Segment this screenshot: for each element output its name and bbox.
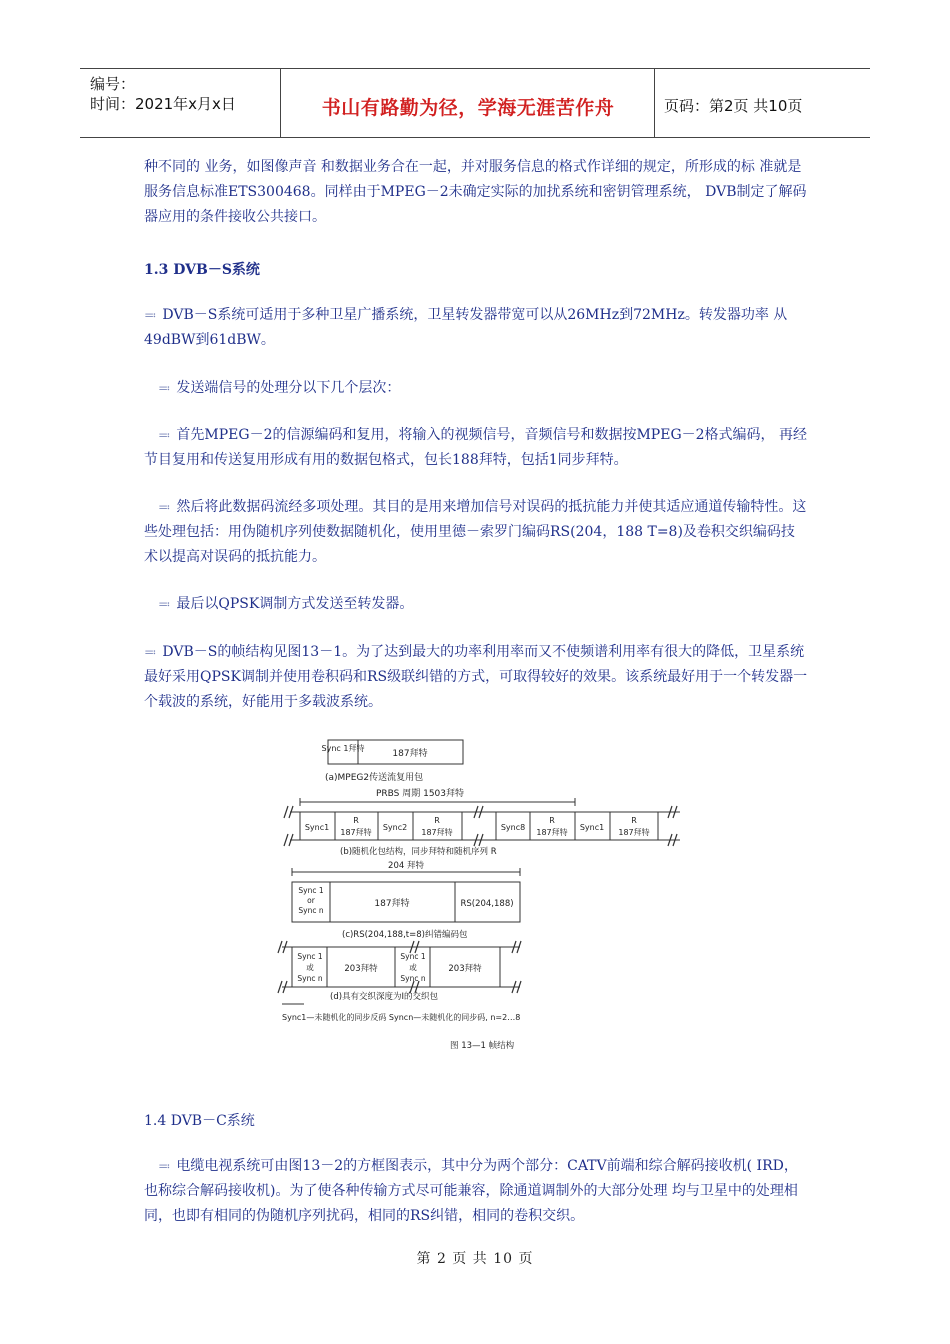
header-page-cell: [656, 69, 870, 137]
payload-187-label: 187拜特: [340, 828, 372, 837]
prbs-period-label: PRBS 周期 1503拜特: [375, 789, 465, 799]
sync-label-line3: Sync n: [400, 974, 426, 983]
caption-d: (d)具有交织深度为I的交织包: [330, 992, 439, 1002]
paragraph-dvbc-overview: [144, 1154, 808, 1229]
sync1-label: Sync1: [579, 823, 605, 832]
interleaved-203-label: 203拜特: [344, 964, 378, 974]
sync2-label: Sync2: [382, 823, 408, 832]
sync-label-line2: 或: [306, 963, 314, 972]
mpeg2-payload-label: 187拜特: [392, 749, 428, 759]
bullet-icon: ≕: [158, 597, 171, 611]
paragraph-dvbs-overview: [144, 303, 808, 353]
page-footer: 第 2 页 共 10 页: [416, 1251, 534, 1267]
r-label: R: [434, 816, 440, 825]
payload-187-label: 187拜特: [618, 828, 650, 837]
sync-label-line2: or: [307, 896, 315, 905]
header-motto: 书山有路勤为径，学海无涯苦作舟: [321, 97, 615, 119]
header-meta-cell: [80, 69, 281, 137]
paragraph-frame-structure: [144, 640, 808, 715]
paragraph-text: DVB－S的帧结构见图13－1。为了达到最大的功率利用率而又不使频谱利用率有很大的降低，卫星系统最好采用QPSK调制并使用卷积码和RS级联纠错的方式，可取得较好的效果。该系统最好用于一个转发器一个载波的系统，好能用于多载波系统。: [144, 644, 808, 710]
section-heading-1-3: 1.3 DVB－S系统: [144, 262, 260, 278]
frame-structure-figure: [270, 732, 690, 1064]
sync-label-line3: Sync n: [297, 974, 323, 983]
mpeg2-sync-label: Sync 1拜特: [321, 744, 365, 753]
header-motto-cell: [282, 69, 655, 137]
r-label: R: [549, 816, 555, 825]
paragraph-text: DVB－S系统可适用于多种卫星广播系统，卫星转发器带宽可以从26MHz到72MHz。转发器功率 从49dBW到61dBW。: [144, 307, 788, 348]
caption-b: (b)随机化包结构，同步拜特和随机序列 R: [340, 847, 497, 857]
r-label: R: [631, 816, 637, 825]
figure-title: 图 13—1 帧结构: [450, 1041, 515, 1051]
document-number-label: 编号：: [90, 75, 136, 93]
sync-label-line1: Sync 1: [297, 952, 323, 961]
caption-c: (c)RS(204,188,t=8)纠错编码包: [342, 930, 468, 940]
section-heading-1-4: 1.4 DVB－C系统: [144, 1113, 255, 1129]
bullet-icon: ≕: [158, 428, 171, 442]
paragraph-text: 电缆电视系统可由图13－2的方框图表示，其中分为两个部分：CATV前端和综合解码接收机( IRD，也称综合解码接收机)。为了使各种传输方式尽可能兼容，除通道调制外的大部分处理 均与卫星中的处理相同，也即有相同的伪随机序列扰码，相同的RS纠错，相同的卷积交织。: [144, 1158, 798, 1224]
bullet-icon: ≕: [158, 1159, 171, 1173]
rs-parity-label: RS(204,188): [460, 899, 514, 909]
bullet-icon: ≕: [144, 645, 157, 659]
frame-structure-diagram: [270, 732, 690, 1064]
paragraph-processing-layers: [158, 376, 808, 401]
caption-a: (a)MPEG2传送流复用包: [325, 773, 424, 783]
sync-label-line3: Sync n: [298, 906, 324, 915]
sync8-label: Sync8: [500, 823, 526, 832]
packet-204-label: 204 拜特: [388, 861, 424, 871]
rs-payload-label: 187拜特: [374, 899, 410, 909]
header-page-number: 页码：第2页 共10页: [664, 97, 803, 115]
sync1-label: Sync1: [304, 823, 330, 832]
bullet-icon: ≕: [144, 308, 157, 322]
paragraph-text: 然后将此数据码流经多项处理。其目的是用来增加信号对误码的抵抗能力并使其适应通道传输特性。这些处理包括：用伪随机序列使数据随机化，使用里德－索罗门编码RS(204，188 T=8)及卷积交织编码技术以提高对误码的抵抗能力。: [144, 499, 807, 565]
sync-label-line2: 或: [409, 963, 417, 972]
figure-legend: Sync1—未随机化的同步反码 Syncn—未随机化的同步码, n=2…8: [282, 1013, 521, 1022]
r-label: R: [353, 816, 359, 825]
paragraph-error-protection: [144, 495, 808, 570]
paragraph-intro: 种不同的 业务，如图像声音 和数据业务合在一起，并对服务信息的格式作详细的规定，所形成的标 准就是服务信息标准ETS300468。同样由于MPEG－2未确定实际的加扰系统和密钥管理系统， DVB制定了解码器应用的条件接收公共接口。: [144, 159, 807, 225]
page-header: [80, 68, 870, 138]
paragraph-text: 发送端信号的处理分以下几个层次：: [176, 380, 401, 396]
paragraph-qpsk: [158, 592, 808, 617]
interleaved-203-label: 203拜特: [448, 964, 482, 974]
sync-label-line1: Sync 1: [400, 952, 426, 961]
paragraph-mpeg2-coding: [144, 423, 808, 473]
paragraph-text: 最后以QPSK调制方式发送至转发器。: [176, 596, 414, 612]
bullet-icon: ≕: [158, 381, 171, 395]
payload-187-label: 187拜特: [421, 828, 453, 837]
bullet-icon: ≕: [158, 500, 171, 514]
sync-label-line1: Sync 1: [298, 886, 324, 895]
payload-187-label: 187拜特: [536, 828, 568, 837]
document-date-label: 时间：2021年x月x日: [90, 95, 236, 113]
paragraph-text: 首先MPEG－2的信源编码和复用，将输入的视频信号，音频信号和数据按MPEG－2格式编码， 再经节目复用和传送复用形成有用的数据包格式，包长188拜特，包括1同步拜特。: [144, 427, 807, 468]
